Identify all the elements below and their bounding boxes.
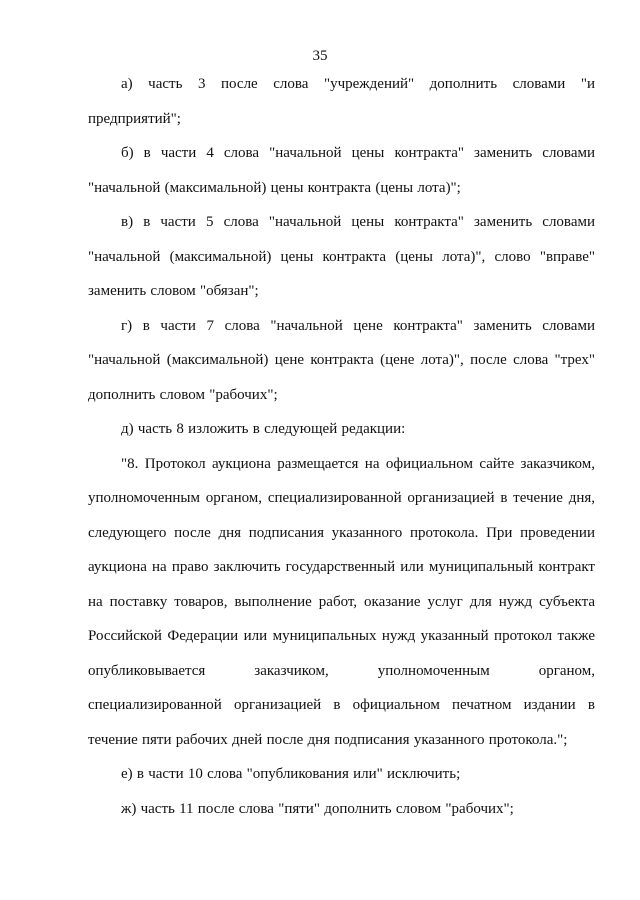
paragraph-b: б) в части 4 слова "начальной цены контракта" заменить словами "начальной (максимальной) цены контракта (цены лота)"; xyxy=(88,145,595,196)
page-number: 35 xyxy=(312,48,328,64)
paragraph-g: г) в части 7 слова "начальной цене контракта" заменить словами "начальной (максимальной) цене контракта (цене лота)", после слова "трех" дополнить словом "рабочих"; xyxy=(88,317,595,403)
paragraph-protocol: "8. Протокол аукциона размещается на официальном сайте заказчиком, уполномоченным органом, специализированной организацией в течение дня, следующего после дня подписания указанного протокола. При проведении аукциона на право заключить государственный или муниципальный контракт на поставку товаров, выполнение работ, оказание услуг для нужд субъекта Российской Федерации или муниципальных нужд указанный протокол также опубликовывается заказчиком, уполномоченным органом, специализированной организацией в официальном печатном издании в течение пяти рабочих дней после дня подписания указанного протокола."; xyxy=(88,455,595,748)
paragraph-a: а) часть 3 после слова "учреждений" дополнить словами "и предприятий"; xyxy=(88,76,595,127)
paragraph-zh: ж) часть 11 после слова "пяти" дополнить словом "рабочих"; xyxy=(121,800,514,817)
paragraph-d: д) часть 8 изложить в следующей редакции: xyxy=(121,421,406,437)
document-body xyxy=(88,67,595,826)
paragraph-v: в) в части 5 слова "начальной цены контракта" заменить словами "начальной (максимальной) цены контракта (цены лота)", слово "вправе" заменить словом "обязан"; xyxy=(88,214,595,299)
paragraph-e: е) в части 10 слова "опубликования или" исключить; xyxy=(121,766,461,782)
